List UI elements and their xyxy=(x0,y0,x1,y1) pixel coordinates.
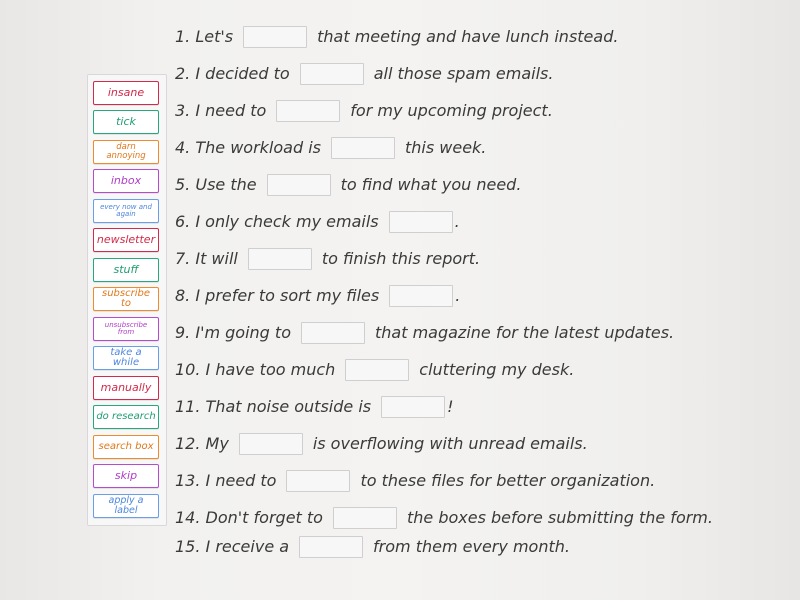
sentence-text-after: to find what you need. xyxy=(340,175,522,194)
sentence-text-after: this week. xyxy=(404,138,487,157)
sentence-6 xyxy=(175,210,460,234)
sentence-text-after: . xyxy=(455,286,461,305)
tile-search-box[interactable]: search box xyxy=(93,435,159,459)
tile-tick[interactable]: tick xyxy=(93,110,159,134)
answer-blank[interactable] xyxy=(301,322,365,344)
sentence-text-before: 13. I need to xyxy=(175,471,277,490)
sentence-text-before: 2. I decided to xyxy=(175,64,290,83)
sentence-text-after: is overflowing with unread emails. xyxy=(312,434,588,453)
tile-do-research[interactable]: do research xyxy=(93,405,159,429)
sentence-text-before: 8. I prefer to sort my files xyxy=(175,286,380,305)
answer-blank[interactable] xyxy=(331,137,395,159)
sentence-text-before: 5. Use the xyxy=(175,175,257,194)
sentence-text-after: all those spam emails. xyxy=(373,64,554,83)
sentence-5 xyxy=(175,173,521,197)
tile-unsubscribe-from[interactable]: unsubscribe from xyxy=(93,317,159,341)
sentence-10 xyxy=(175,358,574,382)
sentence-9 xyxy=(175,321,674,345)
answer-blank[interactable] xyxy=(300,63,364,85)
tile-every-now-and-again[interactable]: every now and again xyxy=(93,199,159,223)
answer-blank[interactable] xyxy=(389,285,453,307)
sentence-1 xyxy=(175,25,618,49)
sentence-text-after: that magazine for the latest updates. xyxy=(374,323,675,342)
answer-blank[interactable] xyxy=(381,396,445,418)
sentence-text-after: to finish this report. xyxy=(321,249,481,268)
sentence-15 xyxy=(175,535,570,559)
sentence-text-after: to these files for better organization. xyxy=(360,471,656,490)
answer-blank[interactable] xyxy=(248,248,312,270)
sentence-14 xyxy=(175,506,713,530)
answer-blank[interactable] xyxy=(243,26,307,48)
sentence-text-after: from them every month. xyxy=(373,537,570,556)
sentence-text-after: the boxes before submitting the form. xyxy=(406,508,713,527)
sentence-text-before: 10. I have too much xyxy=(175,360,336,379)
answer-blank[interactable] xyxy=(267,174,331,196)
answer-blank[interactable] xyxy=(389,211,453,233)
sentence-text-after: that meeting and have lunch instead. xyxy=(317,27,619,46)
tile-darn-annoying[interactable]: darn annoying xyxy=(93,140,159,164)
tile-apply-a-label[interactable]: apply a label xyxy=(93,494,159,518)
sentence-text-before: 11. That noise outside is xyxy=(175,397,372,416)
sentence-text-after: . xyxy=(454,212,460,231)
tile-inbox[interactable]: inbox xyxy=(93,169,159,193)
sentence-11 xyxy=(175,395,454,419)
tile-take-a-while[interactable]: take a while xyxy=(93,346,159,370)
tile-skip[interactable]: skip xyxy=(93,464,159,488)
sentence-text-after: for my upcoming project. xyxy=(350,101,553,120)
sentence-13 xyxy=(175,469,655,493)
sentence-text-before: 1. Let's xyxy=(175,27,234,46)
answer-blank[interactable] xyxy=(345,359,409,381)
tile-subscribe-to[interactable]: subscribe to xyxy=(93,287,159,311)
sentence-text-before: 4. The workload is xyxy=(175,138,321,157)
sentence-text-before: 3. I need to xyxy=(175,101,267,120)
sentence-text-before: 7. It will xyxy=(175,249,238,268)
sentence-2 xyxy=(175,62,553,86)
answer-blank[interactable] xyxy=(333,507,397,529)
sentence-text-before: 12. My xyxy=(175,434,229,453)
sentence-text-after: ! xyxy=(447,397,454,416)
answer-blank[interactable] xyxy=(276,100,340,122)
sentence-text-before: 15. I receive a xyxy=(175,537,290,556)
tile-manually[interactable]: manually xyxy=(93,376,159,400)
sentence-text-before: 14. Don't forget to xyxy=(175,508,323,527)
sentence-4 xyxy=(175,136,486,160)
tile-stuff[interactable]: stuff xyxy=(93,258,159,282)
tile-insane[interactable]: insane xyxy=(93,81,159,105)
sentence-text-before: 6. I only check my emails xyxy=(175,212,379,231)
sentence-text-before: 9. I'm going to xyxy=(175,323,291,342)
answer-blank[interactable] xyxy=(299,536,363,558)
sentence-12 xyxy=(175,432,588,456)
answer-blank[interactable] xyxy=(239,433,303,455)
answer-blank[interactable] xyxy=(286,470,350,492)
sentence-text-after: cluttering my desk. xyxy=(419,360,575,379)
sentence-8 xyxy=(175,284,460,308)
tile-newsletter[interactable]: newsletter xyxy=(93,228,159,252)
sentence-7 xyxy=(175,247,480,271)
sentence-3 xyxy=(175,99,553,123)
answer-tile-tray xyxy=(87,74,167,526)
